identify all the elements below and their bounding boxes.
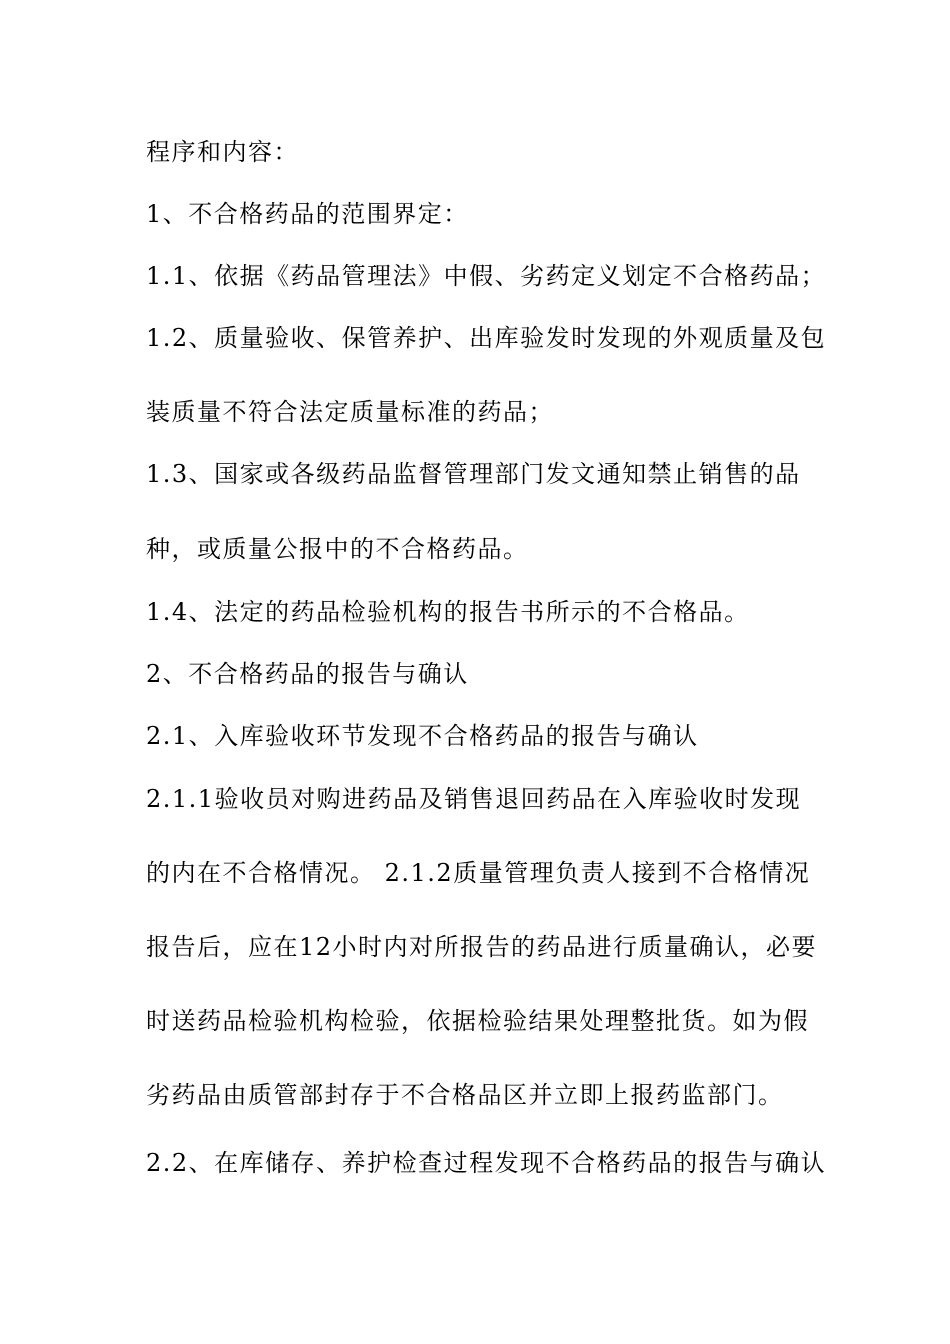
clause-2-1-2-line-3: 劣药品由质管部封存于不合格品区并立即上报药监部门。 (146, 1081, 784, 1109)
clause-2-2-heading: 2.2、在库储存、养护检查过程发现不合格药品的报告与确认 (146, 1149, 827, 1177)
clause-2-1-1-line-1: 2.1.1验收员对购进药品及销售退回药品在入库验收时发现 (146, 785, 802, 813)
clause-1-3-line-2: 种，或质量公报中的不合格药品。 (146, 535, 529, 563)
section-2-heading: 2、不合格药品的报告与确认 (146, 660, 469, 688)
section-1-heading: 1、不合格药品的范围界定： (146, 200, 469, 228)
clause-2-1-2-line-2: 时送药品检验机构检验，依据检验结果处理整批货。如为假 (146, 1007, 809, 1035)
clause-1-1: 1.1、依据《药品管理法》中假、劣药定义划定不合格药品； (146, 262, 827, 290)
clause-2-1-1-line-2: 的内在不合格情况。 2.1.2质量管理负责人接到不合格情况 (146, 859, 811, 887)
section-intro-heading: 程序和内容： (146, 138, 299, 166)
clause-2-1-heading: 2.1、入库验收环节发现不合格药品的报告与确认 (146, 722, 699, 750)
clause-2-1-2-line-1: 报告后，应在12小时内对所报告的药品进行质量确认，必要 (146, 933, 818, 961)
clause-1-2-line-2: 装质量不符合法定质量标准的药品； (146, 398, 554, 426)
clause-1-4: 1.4、法定的药品检验机构的报告书所示的不合格品。 (146, 598, 750, 626)
clause-1-3-line-1: 1.3、国家或各级药品监督管理部门发文通知禁止销售的品 (146, 460, 801, 488)
clause-1-2-line-1: 1.2、质量验收、保管养护、出库验发时发现的外观质量及包 (146, 324, 827, 352)
